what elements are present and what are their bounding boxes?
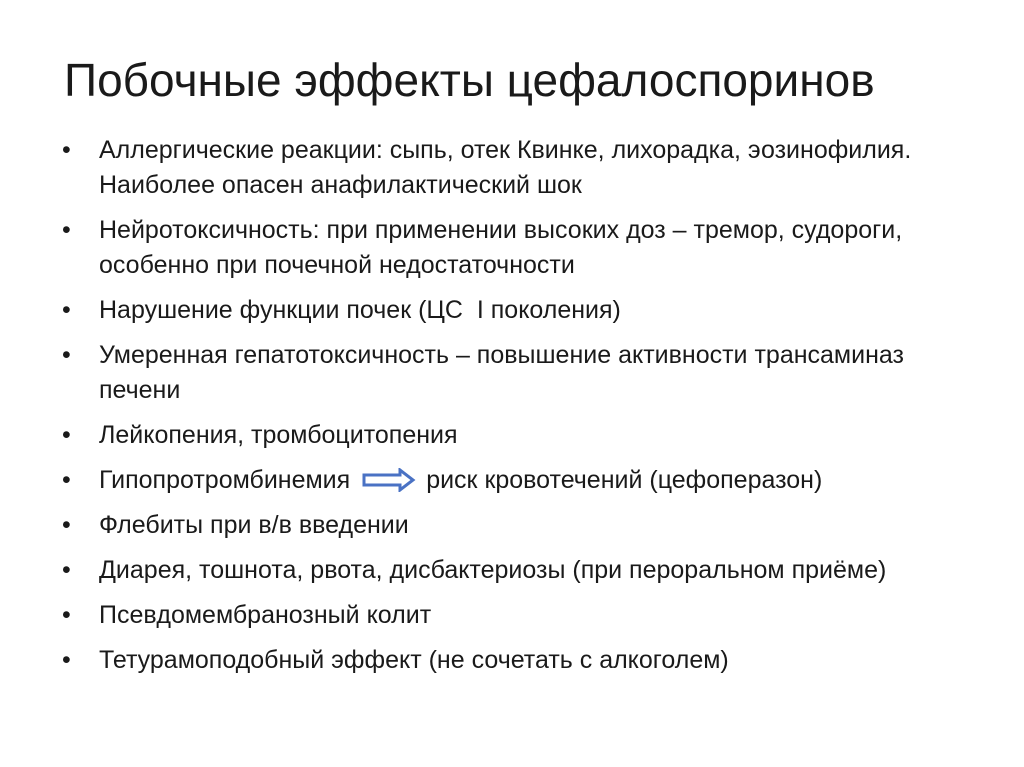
- list-item: [62, 553, 962, 588]
- bullet: •: [62, 511, 71, 539]
- right-arrow-icon: [362, 467, 416, 491]
- item-text: Лейкопения, тромбоцитопения: [99, 421, 458, 449]
- bullet: •: [62, 421, 71, 449]
- list-item: [62, 418, 962, 453]
- list-item: [62, 213, 962, 283]
- bullet: •: [62, 466, 71, 494]
- item-text: Умеренная гепатотоксичность – повышение активности трансаминаз печени: [99, 341, 904, 404]
- bullet: •: [62, 341, 71, 369]
- bullet: •: [62, 216, 71, 244]
- item-text: Диарея, тошнота, рвота, дисбактериозы (при пероральном приёме): [99, 556, 887, 584]
- list-item: [62, 643, 962, 678]
- item-text: Нейротоксичность: при применении высоких доз – тремор, судороги, особенно при почечной недостаточности: [99, 216, 903, 279]
- bullet: •: [62, 601, 71, 629]
- item-text: Псевдомембранозный колит: [99, 601, 432, 629]
- list-item: [62, 598, 962, 633]
- item-text: Флебиты при в/в введении: [99, 511, 409, 539]
- item-text: Нарушение функции почек (ЦС I поколения): [99, 296, 621, 324]
- bullet-list: [62, 133, 962, 688]
- list-item: [62, 463, 962, 498]
- list-item: [62, 338, 962, 408]
- item-text: Аллергические реакции: сыпь, отек Квинке, лихорадка, эозинофилия. Наиболее опасен анафилактический шок: [99, 136, 912, 199]
- bullet: •: [62, 556, 71, 584]
- bullet: •: [62, 136, 71, 164]
- list-item: [62, 133, 962, 203]
- list-item: [62, 508, 962, 543]
- item-text: Тетурамоподобный эффект (не сочетать с алкоголем): [99, 646, 729, 674]
- list-item: [62, 293, 962, 328]
- item-text-after: риск кровотечений (цефоперазон): [426, 466, 823, 494]
- item-text-before: Гипопротромбинемия: [99, 466, 351, 494]
- bullet: •: [62, 296, 71, 324]
- slide-title: Побочные эффекты цефалоспоринов: [64, 54, 875, 106]
- bullet: •: [62, 646, 71, 674]
